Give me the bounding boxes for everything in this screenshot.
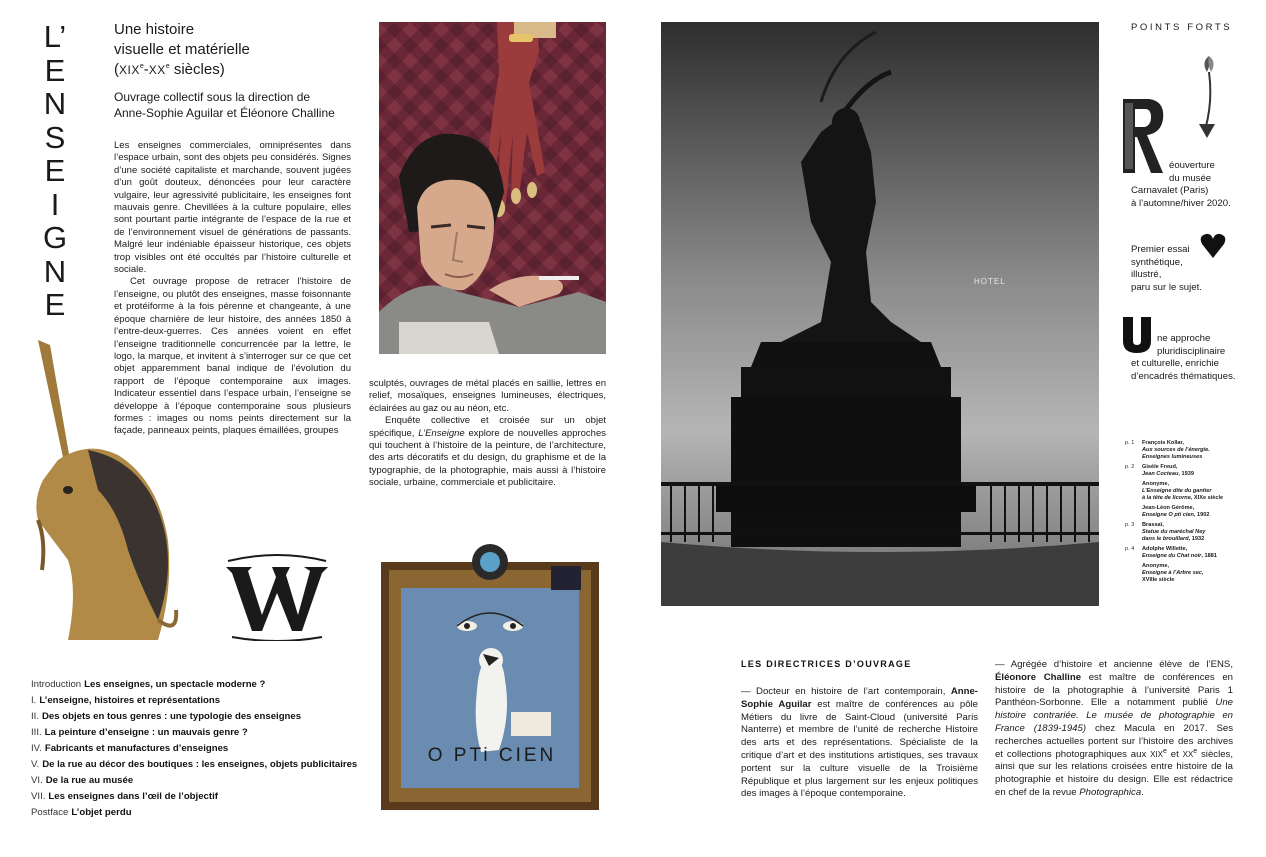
credit-page bbox=[1125, 481, 1142, 502]
book-title bbox=[114, 20, 354, 80]
vertical-title-letter: I bbox=[50, 186, 60, 222]
vertical-title-letter: E bbox=[44, 287, 66, 322]
vertical-title-letter: E bbox=[44, 153, 66, 188]
cocteau-photo-art bbox=[379, 22, 606, 354]
toc-entry bbox=[31, 693, 381, 709]
credit-title: L’Enseigne dite du gantier bbox=[1142, 488, 1212, 494]
toc-number: Introduction bbox=[31, 679, 82, 690]
credit-entry bbox=[1125, 464, 1255, 478]
credit-body bbox=[1142, 563, 1255, 584]
credit-entry bbox=[1125, 522, 1255, 543]
title-sup: e bbox=[165, 63, 170, 70]
title-sup: e bbox=[139, 63, 144, 70]
bio-roman: XX bbox=[1182, 749, 1194, 759]
credit-name: Anonyme, bbox=[1142, 481, 1170, 487]
bio-text: . bbox=[1141, 786, 1144, 798]
w-ornament-icon bbox=[222, 553, 332, 641]
toc-entry bbox=[31, 757, 381, 773]
pf-line: illustré, bbox=[1131, 269, 1162, 280]
title-roman: XX bbox=[148, 63, 166, 77]
toc-title: L’objet perdu bbox=[71, 807, 132, 818]
pf-line: d’encadrés thématiques. bbox=[1131, 370, 1236, 382]
title-roman: XIX bbox=[119, 63, 140, 77]
credit-year: , 1939 bbox=[1178, 471, 1194, 477]
toc-title: De la rue au musée bbox=[45, 775, 134, 786]
book-title-line: visuelle et matérielle bbox=[114, 41, 250, 58]
credit-title-line bbox=[1142, 512, 1255, 519]
toc-title: Des objets en tous genres : une typologie des enseignes bbox=[42, 711, 302, 722]
toc-entry bbox=[31, 677, 381, 693]
bio-text: chez Macula en 2017. Ses recherches actuelles portent sur l’histoire des archives et collections photographiques aux bbox=[995, 722, 1234, 760]
vertical-title-letter: L’ bbox=[43, 19, 67, 54]
bio-author-name: Anne-Sophie Aguilar bbox=[741, 686, 978, 710]
opticien-sign-photo bbox=[381, 540, 599, 810]
credit-title-line bbox=[1142, 553, 1255, 560]
toc-title: Les enseignes dans l’œil de l’objectif bbox=[48, 791, 218, 802]
toc-title: Fabricants et manufactures d’enseignes bbox=[44, 743, 229, 754]
credit-name: Adolphe Willette, bbox=[1142, 546, 1188, 552]
title-dash: - bbox=[143, 61, 149, 78]
body-span: explore de nouvelles approches qui touchent à l’histoire de la peinture, de l’architecture, des arts décoratifs et du design, du graphisme et de la typographie, de la photographie, mais aussi à l’histoire sociale, urbaine, commerciale et publicitaire. bbox=[369, 427, 606, 489]
w-ornament-art bbox=[222, 553, 332, 641]
bio-sup: e bbox=[1163, 747, 1167, 755]
credit-title: Statue du maréchal Ney bbox=[1142, 529, 1206, 535]
credit-title: Enseigne du Chat noir bbox=[1142, 553, 1202, 559]
cocteau-photo bbox=[379, 22, 606, 354]
toc-number: I. bbox=[31, 695, 37, 706]
body-column-2 bbox=[369, 378, 606, 490]
credit-title: à la tête de licorne, bbox=[1142, 495, 1193, 501]
toc-number: III. bbox=[31, 727, 42, 738]
credit-name: Jean-Léon Gérôme, bbox=[1142, 505, 1195, 511]
credit-name: Gisèle Freud, bbox=[1142, 464, 1178, 470]
body-paragraph: Les enseignes commerciales, omniprésentes dans l’espace urbain, sont des objets peu considérés. Signes d’une société capitaliste et marchande, souvent jugées d’un goût douteux, dénoncées pour leur caractère vulgaire, leur agressivité publicitaire, les enseignes font mauvais genre. Chevillées à la culture populaire, elles sont pourtant partie intégrante de l’espace de la rue et de l’environnement visuel de générations de passants. Malgré leur indéniable épaisseur historique, ces objets trop visibles ont été occultés par l’histoire culturelle et sociale. bbox=[114, 140, 351, 276]
credit-year: XIXe siècle bbox=[1192, 495, 1224, 501]
credit-page: p. 2 bbox=[1125, 464, 1135, 470]
credit-name: Brassaï, bbox=[1142, 522, 1164, 528]
bio-revue-title: Photographica bbox=[1079, 786, 1142, 798]
book-title-line bbox=[114, 60, 354, 80]
credit-body bbox=[1142, 481, 1255, 502]
pf-line: et culturelle, enrichie bbox=[1131, 358, 1219, 369]
toc-number: VI. bbox=[31, 775, 43, 786]
credit-title: Aux sources de l’énergie. bbox=[1142, 447, 1210, 453]
heart-art bbox=[1200, 232, 1226, 260]
unicorn-art bbox=[28, 340, 188, 640]
credit-body bbox=[1142, 464, 1255, 478]
toc-entry bbox=[31, 773, 381, 789]
bio-text: siècles, ainsi que sur les relations croisées entre histoire de la photographie et histoire du design. Elle est rédactrice en chef de la revue bbox=[995, 748, 1233, 798]
directrices-heading: LES DIRECTRICES D’OUVRAGE bbox=[741, 659, 912, 669]
credit-entry bbox=[1125, 440, 1255, 461]
credit-entry bbox=[1125, 481, 1255, 502]
pf-line: paru sur le sujet. bbox=[1131, 281, 1202, 293]
book-subtitle bbox=[114, 89, 364, 121]
credit-title: dans le brouillard bbox=[1142, 536, 1189, 542]
heart-icon bbox=[1200, 232, 1226, 260]
toc-title: Les enseignes, un spectacle moderne ? bbox=[84, 679, 266, 690]
credit-title: Enseignes lumineuses bbox=[1142, 454, 1203, 460]
body-paragraph: sculptés, ouvrages de métal placés en saillie, lettres en relief, mosaïques, enseignes lumineuses, électriques, éclairées au gaz ou au néon, etc. bbox=[369, 378, 606, 414]
bio-roman: XIX bbox=[1150, 749, 1163, 759]
title-paren: ( bbox=[114, 61, 119, 78]
pf-line: du musée bbox=[1169, 172, 1212, 184]
toc-number: Postface bbox=[31, 807, 69, 818]
table-of-contents bbox=[31, 677, 381, 821]
bio-text: est maître de conférences au pôle Métiers du livre de Saint-Cloud (université Paris Nanterre) et membre de l’unité de recherche Histoire des arts et des représentations. Spécialiste de la critique d’art et des institutions artistiques, ses travaux portent sur la culture visuelle de la Troisième République et plus largement sur les enjeux politiques des images à l’époque contemporaine. bbox=[741, 698, 978, 800]
toc-number: V. bbox=[31, 759, 40, 770]
credit-title-line bbox=[1142, 536, 1255, 543]
pf-line: synthétique, bbox=[1131, 256, 1183, 268]
points-forts-heading: POINTS FORTS bbox=[1131, 22, 1233, 33]
credit-body bbox=[1142, 505, 1255, 519]
toc-entry bbox=[31, 709, 381, 725]
subtitle-line: Anne-Sophie Aguilar et Éléonore Challine bbox=[114, 106, 335, 120]
credit-page: p. 3 bbox=[1125, 522, 1135, 528]
pf-line: pluridisciplinaire bbox=[1157, 345, 1226, 357]
credit-title: Jean Cocteau bbox=[1142, 471, 1179, 477]
statue-photo bbox=[661, 22, 1099, 606]
credit-name: François Kollar, bbox=[1142, 440, 1184, 446]
credit-page bbox=[1125, 505, 1142, 519]
credit-title: Enseigne O pti cien bbox=[1142, 512, 1194, 518]
credit-title: Enseigne à l’Arbre sec, bbox=[1142, 570, 1204, 576]
pf-line: ne approche bbox=[1157, 333, 1211, 344]
aguilar-bio bbox=[741, 686, 978, 801]
credit-page: p. 4 bbox=[1125, 546, 1135, 552]
pf-line: éouverture bbox=[1169, 160, 1215, 171]
ornamental-arrow-icon bbox=[1195, 52, 1225, 142]
credit-body bbox=[1142, 522, 1255, 543]
credit-page bbox=[1125, 563, 1142, 584]
credit-entry bbox=[1125, 546, 1255, 560]
toc-number: IV. bbox=[31, 743, 42, 754]
body-paragraph: Cet ouvrage propose de retracer l’histoire de l’enseigne, ou plutôt des enseignes, masse foisonnante et protéiforme à la fois pérenne et changeante, à une époque charnière de leur histoire, des années 1850 à l’entre-deux-guerres. Ces années voient en effet l’enseigne traditionnelle concurrencée par la lettre, le logo, la marque, et invitent à s’interroger sur ce que cet objet apparemment banal indique de l’évolution du rapport de l’époque contemporaine aux images. Indicateur essentiel dans l’espace urbain, l’enseigne se développe à l’époque contemporaine sous plusieurs formes : images ou noms peints directement sur la façade, panneaux peints, plaques émaillées, groupes bbox=[114, 276, 351, 437]
bio-text: — Docteur en histoire de l’art contemporain, bbox=[741, 686, 951, 697]
statue-photo-art bbox=[661, 22, 1099, 606]
toc-entry bbox=[31, 789, 381, 805]
pf-line: à l’automne/hiver 2020. bbox=[1131, 197, 1231, 209]
image-credits bbox=[1125, 440, 1255, 587]
bio-book-title: Une histoire contrariée. Le musée de photographie en France (1839-1945) bbox=[995, 697, 1233, 734]
vertical-title-letter: S bbox=[44, 119, 66, 155]
vertical-title-letter: E bbox=[44, 52, 66, 88]
credit-year: , 1881 bbox=[1201, 553, 1217, 559]
vertical-title bbox=[40, 20, 70, 322]
credit-entry bbox=[1125, 505, 1255, 519]
toc-entry bbox=[31, 805, 381, 821]
book-title-line: Une histoire bbox=[114, 21, 195, 38]
arrow-art bbox=[1195, 52, 1225, 142]
credit-title-line bbox=[1142, 495, 1255, 502]
bio-text: est maître de conférences en histoire de la photographie à l’université Paris 1 Panthéon-Sorbonne. Elle a notamment publié bbox=[995, 671, 1233, 709]
credit-body bbox=[1142, 546, 1255, 560]
credit-page: p. 1 bbox=[1125, 440, 1135, 446]
toc-number: VII. bbox=[31, 791, 46, 802]
credit-year: XVIIIe siècle bbox=[1142, 577, 1175, 583]
challine-bio bbox=[995, 659, 1233, 800]
toc-title: La peinture d’enseigne : un mauvais genre ? bbox=[44, 727, 248, 738]
opticien-sign-art bbox=[381, 540, 599, 810]
vertical-title-letter: G bbox=[42, 220, 68, 255]
title-end: siècles) bbox=[169, 61, 225, 78]
bio-text: — Agrégée d’histoire et ancienne élève de l’ENS, bbox=[995, 659, 1233, 670]
bio-author-name: Éléonore Challine bbox=[995, 671, 1082, 683]
toc-title: De la rue au décor des boutiques : les enseignes, objets publicitaires bbox=[42, 759, 358, 770]
toc-entry bbox=[31, 741, 381, 757]
unicorn-sign-photo bbox=[28, 340, 188, 640]
pf-line: Carnavalet (Paris) bbox=[1131, 185, 1209, 196]
body-paragraph bbox=[369, 415, 606, 489]
toc-title: L’enseigne, histoires et représentations bbox=[39, 695, 221, 706]
vertical-title-letter: N bbox=[43, 253, 67, 289]
subtitle-line: Ouvrage collectif sous la direction de bbox=[114, 90, 311, 104]
body-span: Enquête collective et croisée sur un objet spécifique, bbox=[369, 415, 606, 439]
bio-sup: e bbox=[1193, 747, 1198, 755]
book-name-italic: L’Enseigne bbox=[418, 427, 465, 439]
toc-entry bbox=[31, 725, 381, 741]
credit-body bbox=[1142, 440, 1255, 461]
credit-year: , 1932 bbox=[1188, 536, 1205, 542]
vertical-title-letter: N bbox=[43, 86, 67, 121]
credit-entry bbox=[1125, 563, 1255, 584]
credit-year: , 1902 bbox=[1193, 512, 1210, 518]
credit-name: Anonyme, bbox=[1142, 563, 1170, 569]
points-forts-item-1 bbox=[1131, 160, 1249, 210]
points-forts-item-3 bbox=[1131, 333, 1249, 383]
toc-number: II. bbox=[31, 711, 39, 722]
opticien-sign-text: O PTi CIEN bbox=[427, 745, 557, 766]
bio-text: et bbox=[1166, 748, 1183, 760]
pf-line: Premier essai bbox=[1131, 244, 1190, 255]
credit-title-line bbox=[1142, 471, 1255, 478]
hotel-sign-text: HOTEL bbox=[974, 277, 1006, 286]
